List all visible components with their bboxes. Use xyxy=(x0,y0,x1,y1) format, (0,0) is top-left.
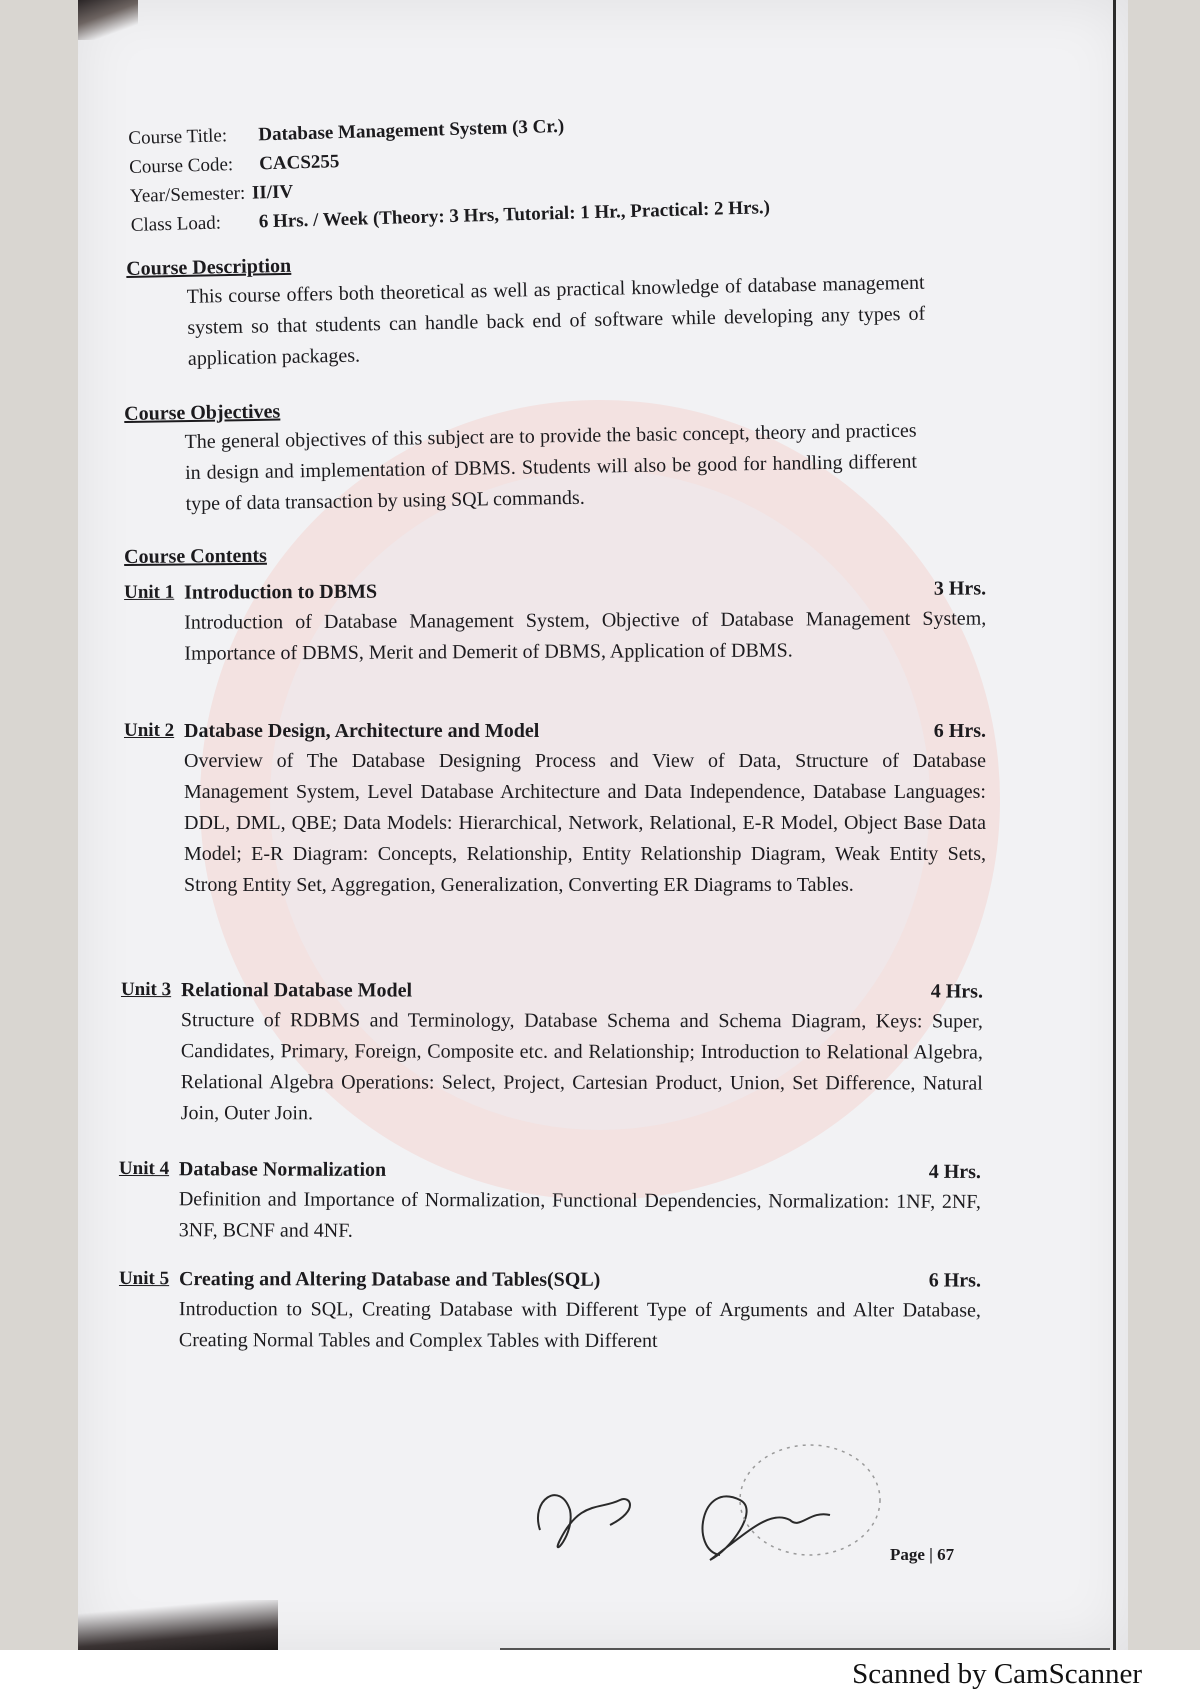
class-load: 6 Hrs. / Week (Theory: 3 Hrs, Tutorial: 1 Hr., Practical: 2 Hrs.) xyxy=(258,197,771,233)
course-title: Database Management System (3 Cr.) xyxy=(258,115,565,146)
unit-tag: Unit 5 xyxy=(118,1268,170,1290)
signature-left xyxy=(538,1495,630,1547)
signature-right xyxy=(703,1496,830,1560)
unit-hours: 6 Hrs. xyxy=(928,1269,981,1292)
course-code: CACS255 xyxy=(258,151,340,175)
unit-tag: Unit 1 xyxy=(124,581,175,603)
unit-tag: Unit 4 xyxy=(118,1158,170,1180)
unit-hours: 3 Hrs. xyxy=(933,577,987,600)
unit-title: Relational Database Model xyxy=(180,979,413,1002)
unit-block xyxy=(121,975,983,1131)
year-semester: II/IV xyxy=(251,181,294,204)
course-description-heading: Course Description xyxy=(126,254,292,280)
unit-block xyxy=(124,716,986,901)
unit-description: Definition and Importance of Normalization, Functional Dependencies, Normalization: 1NF, 2NF, 3NF, BCNF and 4NF. xyxy=(178,1188,981,1242)
unit-description: Introduction to SQL, Creating Database with Different Type of Arguments and Alter Database, Creating Normal Tables and Complex Tables with Different xyxy=(178,1298,981,1352)
course-title-label: Course Title: xyxy=(128,125,228,149)
course-objectives-section xyxy=(124,390,926,521)
course-description-section xyxy=(126,243,928,376)
unit-description: Overview of The Database Designing Process and View of Data, Structure of Database Management System, Level Database Architecture and Data Independence, Database Languages: DDL, DML, QBE; Data Models: Hierarchical, Network, Relational, E-R Model, Object Base Data Model; E-R Diagram: Concepts, Relationship, Entity Relationship Diagram, Weak Entity Sets, Strong Entity Set, Aggregation, Generalization, Converting ER Diagrams to Tables. xyxy=(184,750,986,896)
unit-hours: 4 Hrs. xyxy=(928,1160,981,1184)
unit-tag: Unit 3 xyxy=(120,979,172,1001)
course-meta xyxy=(128,101,951,240)
unit-block xyxy=(124,573,986,670)
stamp-outline xyxy=(740,1445,880,1555)
unit-tag: Unit 2 xyxy=(124,720,175,741)
unit-title: Database Design, Architecture and Model xyxy=(184,720,540,742)
course-description-text: This course offers both theoretical as well as practical knowledge of database management system so that students can handle back end of software while developing any types of application packages. xyxy=(186,271,926,370)
course-objectives-text: The general objectives of this subject are to provide the basic concept, theory and practices in design and implementation of DBMS. Students will also be good for handling different type of data transaction by using SQL commands. xyxy=(184,419,918,516)
unit-header xyxy=(121,975,983,1007)
scanner-watermark-label: Scanned by CamScanner xyxy=(852,1658,1142,1690)
year-semester-label: Year/Semester: xyxy=(129,182,246,207)
unit-block xyxy=(119,1264,981,1358)
course-contents-section xyxy=(124,539,924,569)
unit-header xyxy=(119,1154,981,1187)
unit-hours: 4 Hrs. xyxy=(930,980,983,1003)
course-contents-heading: Course Contents xyxy=(124,544,267,568)
course-code-label: Course Code: xyxy=(128,154,234,178)
unit-title: Creating and Altering Database and Tables(SQL) xyxy=(178,1268,601,1291)
unit-hours: 6 Hrs. xyxy=(933,720,986,742)
unit-title: Database Normalization xyxy=(178,1158,387,1181)
unit-block xyxy=(119,1154,981,1249)
unit-header xyxy=(119,1264,981,1296)
unit-header xyxy=(124,573,986,608)
page-number: Page | 67 xyxy=(890,1545,955,1564)
course-objectives-heading: Course Objectives xyxy=(124,400,281,425)
unit-description: Structure of RDBMS and Terminology, Database Schema and Schema Diagram, Keys: Super, Candidates, Primary, Foreign, Composite etc. and Relationship; Introduction to Relational Algebra, Relational Algebra Operations: Select, Project, Cartesian Product, Union, Set Difference, Natural Join, Outer Join. xyxy=(180,1009,983,1125)
signatures-and-stamp xyxy=(470,1440,920,1580)
unit-header xyxy=(124,716,986,746)
unit-title: Introduction to DBMS xyxy=(184,580,378,604)
unit-description: Introduction of Database Management System, Objective of Database Management System, Importance of DBMS, Merit and Demerit of DBMS, Application of DBMS. xyxy=(184,607,987,665)
class-load-label: Class Load: xyxy=(130,212,222,236)
